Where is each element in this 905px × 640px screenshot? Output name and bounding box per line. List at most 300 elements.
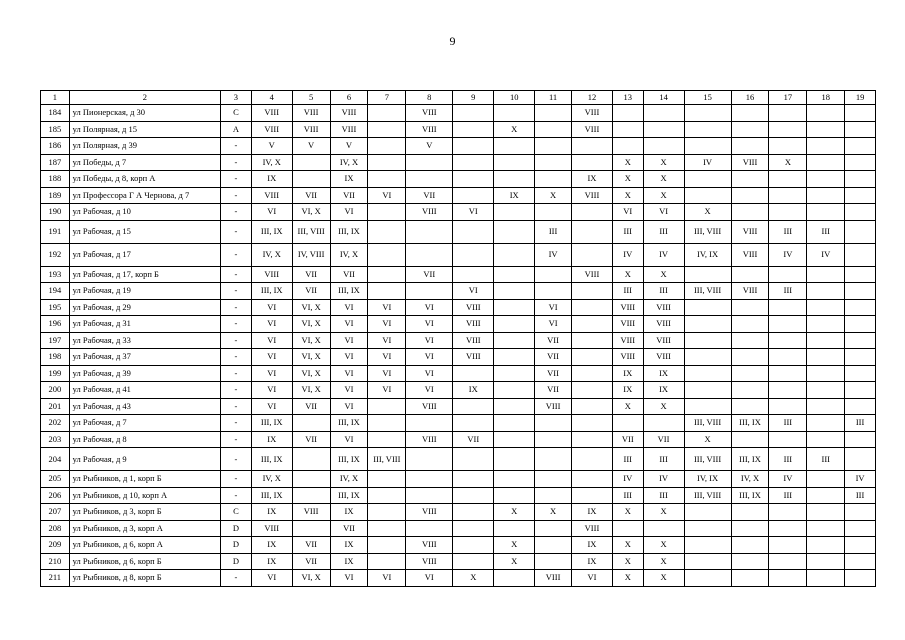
table-cell (494, 138, 535, 155)
table-cell: VI (251, 332, 292, 349)
table-cell (845, 553, 876, 570)
table-cell: VI (643, 204, 684, 221)
table-cell: VI (368, 570, 406, 587)
table-cell: VI (330, 382, 368, 399)
table-cell: X (612, 266, 643, 283)
table-cell (406, 171, 453, 188)
address-cell: ул Рыбников, д 1, корп Б (69, 471, 220, 488)
table-cell (368, 537, 406, 554)
table-cell: V (251, 138, 292, 155)
table-cell (572, 448, 613, 471)
table-cell (684, 520, 731, 537)
table-cell (845, 520, 876, 537)
table-cell (731, 204, 769, 221)
table-cell (807, 537, 845, 554)
table-cell (731, 398, 769, 415)
row-number-cell: 192 (41, 243, 70, 266)
table-cell: IV (769, 243, 807, 266)
table-cell: - (221, 138, 252, 155)
table-cell: VIII (453, 332, 494, 349)
table-cell (494, 471, 535, 488)
table-cell: VIII (731, 283, 769, 300)
table-cell: IV (612, 471, 643, 488)
table-cell: X (494, 504, 535, 521)
table-cell: VIII (251, 105, 292, 122)
table-cell (453, 138, 494, 155)
table-row (41, 220, 876, 243)
table-cell: IV (535, 243, 572, 266)
address-cell: ул Рабочая, д 29 (69, 299, 220, 316)
table-cell (845, 204, 876, 221)
table-cell: A (221, 121, 252, 138)
table-cell (684, 349, 731, 366)
table-cell (535, 154, 572, 171)
table-cell (684, 105, 731, 122)
address-cell: ул Рабочая, д 10 (69, 204, 220, 221)
table-cell: - (221, 266, 252, 283)
table-cell (845, 283, 876, 300)
table-cell: - (221, 431, 252, 448)
table-cell (406, 243, 453, 266)
table-cell: IX (612, 365, 643, 382)
table-cell (453, 171, 494, 188)
table-cell: VII (406, 187, 453, 204)
table-cell: IV (845, 471, 876, 488)
table-cell (807, 105, 845, 122)
table-cell: III, IX (251, 415, 292, 432)
table-cell (453, 553, 494, 570)
table-cell (807, 382, 845, 399)
table-cell: VIII (406, 121, 453, 138)
address-cell: ул Рыбников, д 3, корп Б (69, 504, 220, 521)
table-cell (769, 398, 807, 415)
table-cell (453, 220, 494, 243)
table-cell: III (612, 283, 643, 300)
table-row (41, 154, 876, 171)
table-cell: VI (251, 398, 292, 415)
table-cell: VIII (643, 316, 684, 333)
table-cell: III (643, 220, 684, 243)
table-cell (453, 537, 494, 554)
table-cell (731, 316, 769, 333)
table-cell: - (221, 299, 252, 316)
table-cell (769, 553, 807, 570)
table-cell: VIII (406, 431, 453, 448)
table-cell (845, 105, 876, 122)
table-cell (494, 415, 535, 432)
table-cell (769, 537, 807, 554)
column-header: 8 (406, 91, 453, 105)
table-cell: VIII (453, 316, 494, 333)
table-cell (535, 553, 572, 570)
table-cell: IX (330, 553, 368, 570)
table-row (41, 431, 876, 448)
table-cell: VII (453, 431, 494, 448)
table-cell: VIII (612, 299, 643, 316)
table-cell (769, 266, 807, 283)
table-cell (807, 415, 845, 432)
table-cell: VI, X (292, 570, 330, 587)
table-cell (494, 332, 535, 349)
table-cell: III (612, 448, 643, 471)
table-cell (845, 431, 876, 448)
table-cell (845, 570, 876, 587)
table-cell (368, 204, 406, 221)
table-cell: X (612, 154, 643, 171)
table-cell: IV, X (251, 243, 292, 266)
table-cell (572, 154, 613, 171)
table-cell: VIII (453, 349, 494, 366)
table-cell (769, 365, 807, 382)
address-cell: ул Пионерская, д 30 (69, 105, 220, 122)
table-cell (572, 283, 613, 300)
table-cell: VI (406, 365, 453, 382)
table-row (41, 553, 876, 570)
table-row (41, 187, 876, 204)
table-cell: VI (453, 204, 494, 221)
table-cell: VI (406, 570, 453, 587)
row-number-cell: 185 (41, 121, 70, 138)
table-cell: III, VIII (368, 448, 406, 471)
table-cell: - (221, 382, 252, 399)
table-cell: - (221, 365, 252, 382)
table-cell (368, 398, 406, 415)
table-cell: III (612, 220, 643, 243)
table-cell: III, IX (330, 283, 368, 300)
table-cell (368, 154, 406, 171)
address-cell: ул Рыбников, д 6, корп А (69, 537, 220, 554)
table-cell (807, 520, 845, 537)
table-row (41, 349, 876, 366)
table-cell (494, 154, 535, 171)
table-cell (684, 138, 731, 155)
table-cell: IX (572, 504, 613, 521)
table-cell: III (612, 487, 643, 504)
table-cell: IX (330, 171, 368, 188)
table-cell: VI (406, 382, 453, 399)
address-cell: ул Рабочая, д 43 (69, 398, 220, 415)
table-cell (807, 204, 845, 221)
table-cell (494, 243, 535, 266)
table-cell: VII (535, 382, 572, 399)
table-cell: IV, X (251, 471, 292, 488)
table-cell (612, 105, 643, 122)
table-cell (731, 105, 769, 122)
table-cell (572, 316, 613, 333)
table-row (41, 382, 876, 399)
table-cell: III, IX (330, 487, 368, 504)
schedule-table (40, 90, 876, 587)
table-cell (453, 415, 494, 432)
table-cell: VIII (612, 349, 643, 366)
table-cell: III (807, 448, 845, 471)
table-cell (731, 171, 769, 188)
table-cell (494, 570, 535, 587)
table-cell (535, 105, 572, 122)
table-row (41, 332, 876, 349)
table-cell: X (612, 537, 643, 554)
column-header: 16 (731, 91, 769, 105)
table-cell: X (612, 398, 643, 415)
table-cell: - (221, 570, 252, 587)
table-cell (807, 553, 845, 570)
table-cell (731, 266, 769, 283)
table-cell (845, 382, 876, 399)
table-cell (535, 487, 572, 504)
table-cell: - (221, 398, 252, 415)
table-cell: III (769, 487, 807, 504)
table-cell (612, 121, 643, 138)
table-cell: VI (330, 431, 368, 448)
table-cell: X (494, 553, 535, 570)
table-cell (684, 537, 731, 554)
column-header: 18 (807, 91, 845, 105)
table-cell: VIII (572, 105, 613, 122)
table-row (41, 448, 876, 471)
table-cell (684, 570, 731, 587)
table-cell: VIII (572, 187, 613, 204)
table-cell: VII (292, 187, 330, 204)
table-cell: VIII (292, 121, 330, 138)
table-cell (494, 266, 535, 283)
address-cell: ул Рабочая, д 17 (69, 243, 220, 266)
table-cell (845, 171, 876, 188)
table-row (41, 520, 876, 537)
table-cell (807, 121, 845, 138)
table-cell: III, IX (731, 415, 769, 432)
table-cell (406, 154, 453, 171)
table-cell: VIII (612, 316, 643, 333)
table-cell (731, 520, 769, 537)
row-number-cell: 188 (41, 171, 70, 188)
table-cell: VII (535, 349, 572, 366)
table-cell (292, 154, 330, 171)
table-cell (406, 283, 453, 300)
table-cell: - (221, 316, 252, 333)
address-cell: ул Рабочая, д 41 (69, 382, 220, 399)
table-cell: IX (643, 365, 684, 382)
column-header: 11 (535, 91, 572, 105)
table-cell (845, 398, 876, 415)
table-cell (453, 448, 494, 471)
page-number: 9 (449, 34, 456, 48)
address-cell: ул Рыбников, д 10, корп А (69, 487, 220, 504)
table-cell (453, 471, 494, 488)
table-cell (731, 121, 769, 138)
table-cell: VII (292, 553, 330, 570)
table-cell (406, 448, 453, 471)
address-cell: ул Рабочая, д 31 (69, 316, 220, 333)
table-cell: VIII (251, 266, 292, 283)
table-cell: VIII (643, 299, 684, 316)
table-cell: VI (330, 204, 368, 221)
table-cell: VI (368, 187, 406, 204)
table-cell: X (643, 570, 684, 587)
table-cell: III, IX (330, 448, 368, 471)
table-cell: D (221, 553, 252, 570)
table-cell (807, 299, 845, 316)
table-cell (494, 431, 535, 448)
table-cell: - (221, 243, 252, 266)
table-cell (731, 138, 769, 155)
table-cell (807, 332, 845, 349)
table-cell: IV (612, 243, 643, 266)
table-row (41, 504, 876, 521)
address-cell: ул Рабочая, д 8 (69, 431, 220, 448)
table-cell: III, VIII (684, 220, 731, 243)
address-cell: ул Рабочая, д 7 (69, 415, 220, 432)
table-cell: VI (406, 332, 453, 349)
table-cell (845, 537, 876, 554)
table-cell: VI (406, 349, 453, 366)
table-cell (731, 332, 769, 349)
table-cell (453, 487, 494, 504)
address-cell: ул Рабочая, д 9 (69, 448, 220, 471)
row-number-cell: 202 (41, 415, 70, 432)
table-cell: VI (368, 349, 406, 366)
table-cell (368, 471, 406, 488)
table-cell: VIII (406, 553, 453, 570)
table-cell: IX (494, 187, 535, 204)
table-cell: VI, X (292, 349, 330, 366)
table-cell: IX (330, 537, 368, 554)
table-cell: VI (368, 365, 406, 382)
table-cell: VI (572, 570, 613, 587)
table-cell (807, 283, 845, 300)
table-cell (684, 299, 731, 316)
table-cell: V (330, 138, 368, 155)
table-cell: III, IX (731, 448, 769, 471)
row-number-cell: 193 (41, 266, 70, 283)
table-cell (769, 138, 807, 155)
table-cell: III (845, 415, 876, 432)
table-cell: VI (368, 299, 406, 316)
table-cell (494, 487, 535, 504)
table-cell: IV (643, 243, 684, 266)
table-cell: IV, X (330, 243, 368, 266)
table-cell (807, 138, 845, 155)
table-row (41, 121, 876, 138)
table-cell (807, 398, 845, 415)
table-cell (807, 431, 845, 448)
table-cell (494, 299, 535, 316)
table-cell (807, 266, 845, 283)
table-cell: VII (292, 398, 330, 415)
address-cell: ул Рыбников, д 6, корп Б (69, 553, 220, 570)
table-cell: III, IX (330, 220, 368, 243)
address-cell: ул Полярная, д 15 (69, 121, 220, 138)
row-number-cell: 209 (41, 537, 70, 554)
table-cell (643, 121, 684, 138)
table-cell (612, 415, 643, 432)
row-number-cell: 211 (41, 570, 70, 587)
table-cell: VIII (535, 398, 572, 415)
table-cell (292, 520, 330, 537)
row-number-cell: 208 (41, 520, 70, 537)
table-cell (535, 121, 572, 138)
column-header: 9 (453, 91, 494, 105)
table-cell (731, 365, 769, 382)
address-cell: ул Рабочая, д 37 (69, 349, 220, 366)
table-cell: IX (330, 504, 368, 521)
header-row (41, 91, 876, 105)
table-cell (453, 398, 494, 415)
table-cell: X (612, 504, 643, 521)
table-cell: X (643, 171, 684, 188)
table-cell (845, 448, 876, 471)
table-cell (572, 204, 613, 221)
table-cell (494, 220, 535, 243)
table-cell: IV (684, 154, 731, 171)
table-cell: X (612, 570, 643, 587)
table-cell (731, 431, 769, 448)
table-cell: VI (368, 316, 406, 333)
table-cell: IV, X (330, 154, 368, 171)
table-cell (406, 471, 453, 488)
table-cell: - (221, 349, 252, 366)
table-cell (368, 138, 406, 155)
table-cell (292, 171, 330, 188)
table-cell (572, 398, 613, 415)
table-cell: VI (368, 332, 406, 349)
table-cell (807, 316, 845, 333)
table-cell: VI (453, 283, 494, 300)
table-cell (684, 187, 731, 204)
table-cell: X (612, 553, 643, 570)
table-cell (535, 204, 572, 221)
column-header: 4 (251, 91, 292, 105)
table-cell (769, 171, 807, 188)
table-cell (845, 266, 876, 283)
table-cell: VI (330, 570, 368, 587)
table-cell: III (769, 283, 807, 300)
table-cell: IV, VIII (292, 243, 330, 266)
table-row (41, 105, 876, 122)
table-cell (368, 105, 406, 122)
address-cell: ул Рыбников, д 3, корп А (69, 520, 220, 537)
column-header: 5 (292, 91, 330, 105)
table-cell (572, 431, 613, 448)
table-cell (807, 504, 845, 521)
table-cell (845, 187, 876, 204)
table-cell: III, IX (251, 283, 292, 300)
table-cell (494, 349, 535, 366)
row-number-cell: 200 (41, 382, 70, 399)
table-cell (845, 220, 876, 243)
table-cell: IV (643, 471, 684, 488)
table-cell: IX (572, 553, 613, 570)
table-cell: X (643, 537, 684, 554)
table-cell (845, 154, 876, 171)
table-cell: VI, X (292, 204, 330, 221)
column-header: 6 (330, 91, 368, 105)
table-cell: VI, X (292, 332, 330, 349)
table-cell (494, 398, 535, 415)
table-cell: VI (330, 365, 368, 382)
table-cell: VI (535, 299, 572, 316)
table-cell (406, 520, 453, 537)
row-number-cell: 189 (41, 187, 70, 204)
table-cell (731, 504, 769, 521)
column-header: 14 (643, 91, 684, 105)
table-cell: X (643, 553, 684, 570)
table-cell (684, 382, 731, 399)
table-cell: VII (292, 537, 330, 554)
table-cell (807, 471, 845, 488)
table-cell: VIII (292, 105, 330, 122)
table-cell (731, 299, 769, 316)
table-cell: X (453, 570, 494, 587)
